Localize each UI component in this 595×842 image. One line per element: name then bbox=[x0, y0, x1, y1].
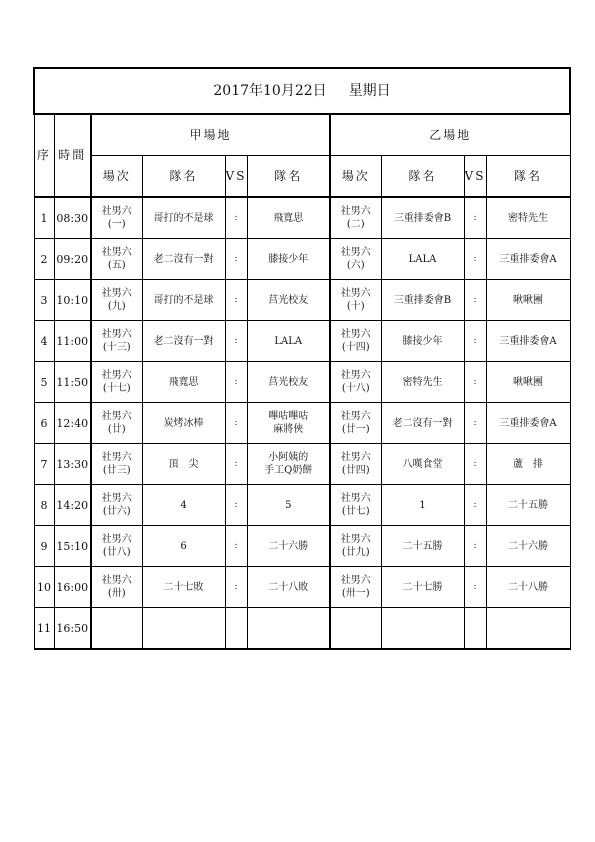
seq-cell: 4 bbox=[34, 321, 54, 362]
field-b-header: 乙場地 bbox=[330, 114, 570, 156]
seq-cell: 5 bbox=[34, 362, 54, 403]
a-team2-cell bbox=[247, 403, 330, 444]
a-vs-cell: : bbox=[225, 444, 247, 485]
time-cell: 13:30 bbox=[54, 444, 91, 485]
cell-line: (十八) bbox=[341, 383, 370, 394]
b-vs-cell: : bbox=[464, 239, 486, 280]
date-text: 2017年10月22日 bbox=[213, 82, 327, 99]
cell-line: 社男六 bbox=[340, 534, 371, 545]
b-team2-header: 隊名 bbox=[486, 156, 570, 198]
b-team1-cell: 三重排委會B bbox=[381, 197, 464, 239]
seq-cell: 9 bbox=[34, 526, 54, 567]
time-cell: 15:10 bbox=[54, 526, 91, 567]
column-header-row bbox=[34, 156, 570, 198]
b-team2-cell: 三重排委會A bbox=[486, 321, 570, 362]
a-round-cell bbox=[91, 239, 142, 280]
time-cell: 16:00 bbox=[54, 567, 91, 608]
table-row bbox=[34, 280, 570, 321]
a-vs-cell: : bbox=[225, 362, 247, 403]
a-team2-cell: 莒光校友 bbox=[247, 362, 330, 403]
b-team1-cell: 1 bbox=[381, 485, 464, 526]
cell-line: 社男六 bbox=[340, 329, 371, 340]
a-round-header: 場次 bbox=[91, 156, 142, 198]
cell-line: 社男六 bbox=[101, 370, 132, 381]
cell-line: (廿一) bbox=[341, 424, 370, 435]
b-vs-cell bbox=[464, 608, 486, 650]
cell-line: (卅一) bbox=[341, 588, 370, 599]
table-row bbox=[34, 362, 570, 403]
cell-line: (一) bbox=[107, 219, 126, 230]
cell-line: 社男六 bbox=[101, 411, 132, 422]
page-title bbox=[34, 68, 570, 114]
cell-line: (二) bbox=[346, 219, 365, 230]
seq-cell: 1 bbox=[34, 197, 54, 239]
b-round-cell bbox=[330, 567, 381, 608]
b-round-cell bbox=[330, 444, 381, 485]
a-team1-cell: 4 bbox=[142, 485, 225, 526]
b-vs-cell: : bbox=[464, 526, 486, 567]
table-row bbox=[34, 485, 570, 526]
cell-line: (六) bbox=[346, 260, 365, 271]
a-round-cell bbox=[91, 567, 142, 608]
cell-line: 社男六 bbox=[340, 247, 371, 258]
cell-line: 麻將俠 bbox=[273, 424, 304, 435]
a-team2-cell: 二十六勝 bbox=[247, 526, 330, 567]
a-vs-header: VS bbox=[225, 156, 247, 198]
a-team2-cell: 莒光校友 bbox=[247, 280, 330, 321]
b-team1-cell: 八嘆食堂 bbox=[381, 444, 464, 485]
b-vs-cell: : bbox=[464, 280, 486, 321]
time-cell: 16:50 bbox=[54, 608, 91, 650]
cell-line: (十七) bbox=[102, 383, 131, 394]
seq-cell: 8 bbox=[34, 485, 54, 526]
cell-line: 社男六 bbox=[101, 288, 132, 299]
b-vs-cell: : bbox=[464, 197, 486, 239]
cell-line: (廿七) bbox=[341, 506, 370, 517]
cell-line: (廿四) bbox=[341, 465, 370, 476]
a-vs-cell bbox=[225, 608, 247, 650]
b-round-cell bbox=[330, 321, 381, 362]
b-vs-cell: : bbox=[464, 444, 486, 485]
b-team2-cell: 蘆 排 bbox=[486, 444, 570, 485]
a-team2-cell: 飛寬思 bbox=[247, 197, 330, 239]
time-cell: 11:50 bbox=[54, 362, 91, 403]
b-team2-cell: 二十六勝 bbox=[486, 526, 570, 567]
b-round-cell bbox=[330, 485, 381, 526]
a-round-cell bbox=[91, 608, 142, 650]
b-round-cell bbox=[330, 403, 381, 444]
cell-line: 社男六 bbox=[340, 206, 371, 217]
cell-line: 社男六 bbox=[101, 534, 132, 545]
table-row bbox=[34, 444, 570, 485]
b-team1-cell: 老二沒有一對 bbox=[381, 403, 464, 444]
a-team2-cell bbox=[247, 608, 330, 650]
a-team1-header: 隊名 bbox=[142, 156, 225, 198]
cell-line: 社男六 bbox=[340, 288, 371, 299]
b-team2-cell: 三重排委會A bbox=[486, 239, 570, 280]
cell-line: 手工Q奶餅 bbox=[264, 465, 313, 476]
cell-line: (十四) bbox=[341, 342, 370, 353]
a-team1-cell: 老二沒有一對 bbox=[142, 239, 225, 280]
cell-line: 社男六 bbox=[101, 206, 132, 217]
cell-line: (九) bbox=[107, 301, 126, 312]
a-team2-header: 隊名 bbox=[247, 156, 330, 198]
table-row bbox=[34, 608, 570, 650]
a-team2-cell: 膝接少年 bbox=[247, 239, 330, 280]
cell-line: 社男六 bbox=[340, 493, 371, 504]
b-vs-cell: : bbox=[464, 485, 486, 526]
cell-line: 社男六 bbox=[340, 411, 371, 422]
a-team1-cell: 飛寬思 bbox=[142, 362, 225, 403]
seq-cell: 7 bbox=[34, 444, 54, 485]
a-team2-cell: LALA bbox=[247, 321, 330, 362]
a-team2-cell: 二十八敗 bbox=[247, 567, 330, 608]
time-header: 時間 bbox=[54, 114, 91, 197]
b-vs-header: VS bbox=[464, 156, 486, 198]
a-team1-cell: 哥打的不是球 bbox=[142, 280, 225, 321]
a-team1-cell: 炭烤冰棒 bbox=[142, 403, 225, 444]
cell-line: (廿三) bbox=[102, 465, 131, 476]
cell-line: 社男六 bbox=[340, 370, 371, 381]
b-round-cell bbox=[330, 280, 381, 321]
cell-line: 社男六 bbox=[101, 247, 132, 258]
field-header-row bbox=[34, 114, 570, 156]
a-team1-cell: 6 bbox=[142, 526, 225, 567]
cell-line: (廿六) bbox=[102, 506, 131, 517]
cell-line: 小阿姨的 bbox=[268, 452, 309, 463]
time-cell: 08:30 bbox=[54, 197, 91, 239]
a-vs-cell: : bbox=[225, 403, 247, 444]
a-vs-cell: : bbox=[225, 280, 247, 321]
a-round-cell bbox=[91, 362, 142, 403]
a-round-cell bbox=[91, 280, 142, 321]
a-team1-cell: 二十七敗 bbox=[142, 567, 225, 608]
cell-line: 社男六 bbox=[101, 575, 132, 586]
schedule-table bbox=[33, 67, 571, 650]
b-team2-cell bbox=[486, 608, 570, 650]
time-cell: 11:00 bbox=[54, 321, 91, 362]
b-team1-cell bbox=[381, 608, 464, 650]
table-row bbox=[34, 239, 570, 280]
cell-line: 嗶咕嗶咕 bbox=[268, 411, 309, 422]
time-cell: 12:40 bbox=[54, 403, 91, 444]
field-a-header: 甲場地 bbox=[91, 114, 330, 156]
b-vs-cell: : bbox=[464, 567, 486, 608]
b-team1-cell: 二十七勝 bbox=[381, 567, 464, 608]
a-round-cell bbox=[91, 485, 142, 526]
b-vs-cell: : bbox=[464, 321, 486, 362]
a-round-cell bbox=[91, 403, 142, 444]
cell-line: 社男六 bbox=[101, 493, 132, 504]
b-team2-cell: 二十八勝 bbox=[486, 567, 570, 608]
b-round-header: 場次 bbox=[330, 156, 381, 198]
a-round-cell bbox=[91, 444, 142, 485]
table-row bbox=[34, 197, 570, 239]
cell-line: 社男六 bbox=[101, 329, 132, 340]
cell-line: (十三) bbox=[102, 342, 131, 353]
a-vs-cell: : bbox=[225, 485, 247, 526]
cell-line: (廿) bbox=[107, 424, 126, 435]
table-row bbox=[34, 526, 570, 567]
seq-header: 序 bbox=[34, 114, 54, 197]
seq-cell: 6 bbox=[34, 403, 54, 444]
table-row bbox=[34, 567, 570, 608]
b-team1-cell: 三重排委會B bbox=[381, 280, 464, 321]
table-row bbox=[34, 403, 570, 444]
cell-line: (卅) bbox=[107, 588, 126, 599]
b-team2-cell: 啾啾團 bbox=[486, 362, 570, 403]
b-round-cell bbox=[330, 526, 381, 567]
b-round-cell bbox=[330, 608, 381, 650]
a-team1-cell: 老二沒有一對 bbox=[142, 321, 225, 362]
cell-line: 社男六 bbox=[340, 452, 371, 463]
cell-line: 社男六 bbox=[340, 575, 371, 586]
b-round-cell bbox=[330, 197, 381, 239]
seq-cell: 2 bbox=[34, 239, 54, 280]
table-row bbox=[34, 321, 570, 362]
seq-cell: 10 bbox=[34, 567, 54, 608]
a-team1-cell: 頂 尖 bbox=[142, 444, 225, 485]
b-round-cell bbox=[330, 239, 381, 280]
a-vs-cell: : bbox=[225, 321, 247, 362]
b-team1-cell: 膝接少年 bbox=[381, 321, 464, 362]
time-cell: 14:20 bbox=[54, 485, 91, 526]
a-team1-cell: 哥打的不是球 bbox=[142, 197, 225, 239]
a-vs-cell: : bbox=[225, 239, 247, 280]
b-team2-cell: 啾啾團 bbox=[486, 280, 570, 321]
cell-line: (十) bbox=[346, 301, 365, 312]
a-round-cell bbox=[91, 197, 142, 239]
a-round-cell bbox=[91, 321, 142, 362]
b-team1-cell: 密特先生 bbox=[381, 362, 464, 403]
b-team1-cell: LALA bbox=[381, 239, 464, 280]
time-cell: 09:20 bbox=[54, 239, 91, 280]
a-team2-cell bbox=[247, 444, 330, 485]
cell-line: (五) bbox=[107, 260, 126, 271]
b-team1-cell: 二十五勝 bbox=[381, 526, 464, 567]
b-round-cell bbox=[330, 362, 381, 403]
a-vs-cell: : bbox=[225, 197, 247, 239]
time-cell: 10:10 bbox=[54, 280, 91, 321]
seq-cell: 11 bbox=[34, 608, 54, 650]
a-vs-cell: : bbox=[225, 567, 247, 608]
a-round-cell bbox=[91, 526, 142, 567]
cell-line: (廿九) bbox=[341, 547, 370, 558]
a-vs-cell: : bbox=[225, 526, 247, 567]
a-team2-cell: 5 bbox=[247, 485, 330, 526]
cell-line: (廿八) bbox=[102, 547, 131, 558]
b-team2-cell: 二十五勝 bbox=[486, 485, 570, 526]
b-team2-cell: 密特先生 bbox=[486, 197, 570, 239]
b-team2-cell: 三重排委會A bbox=[486, 403, 570, 444]
cell-line: 社男六 bbox=[101, 452, 132, 463]
a-team1-cell bbox=[142, 608, 225, 650]
b-vs-cell: : bbox=[464, 403, 486, 444]
title-row bbox=[34, 68, 570, 114]
weekday-text: 星期日 bbox=[348, 82, 391, 99]
b-team1-header: 隊名 bbox=[381, 156, 464, 198]
seq-cell: 3 bbox=[34, 280, 54, 321]
b-vs-cell: : bbox=[464, 362, 486, 403]
